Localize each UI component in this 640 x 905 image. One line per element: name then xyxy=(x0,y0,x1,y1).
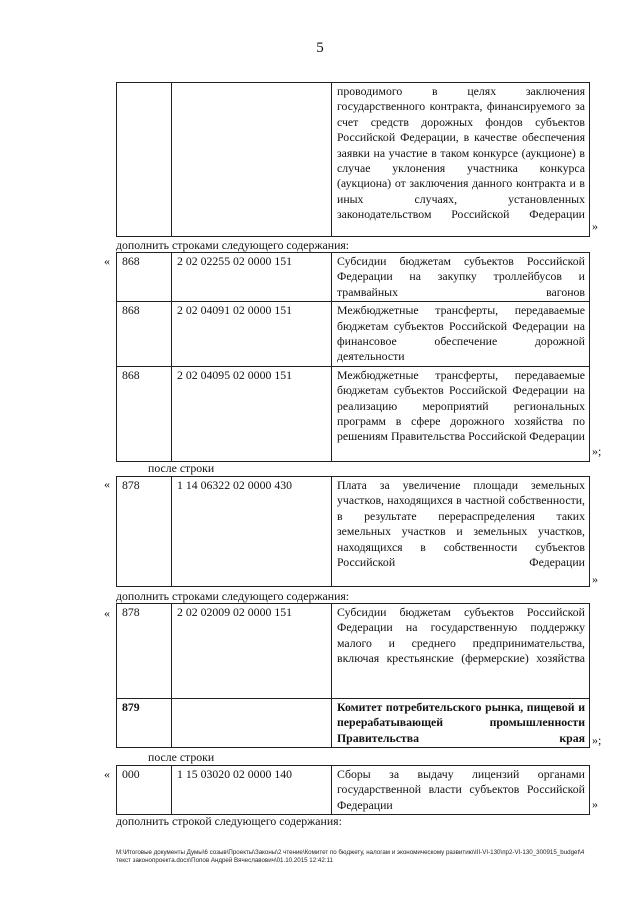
table-row xyxy=(117,477,590,587)
kbk-cell: 2 02 02255 02 0000 151 xyxy=(172,253,332,302)
opening-quote: « xyxy=(104,254,110,268)
closing-quote: » xyxy=(592,219,598,233)
kbk-cell xyxy=(172,83,332,237)
name-cell: Субсидии бюджетам субъектов Российской Федерации на государственную поддержку малого и среднего предпринимательства, включая крестьянские (фермерские) хозяйства xyxy=(332,604,590,699)
name-cell: проводимого в целях заключения государственного контракта, финансируемого за счет средств дорожных фондов субъектов Российской Федерации, в качестве обеспечения заявки на участие в таком конкурсе (аукционе) в случае уклонения участника конкурса (аукциона) от заключения данного контракта и в иных случаях, установленных законодательством Российской Федерации xyxy=(332,83,590,237)
code-cell: 868 xyxy=(117,366,172,461)
table-row-000 xyxy=(116,765,590,815)
code-cell: 878 xyxy=(117,477,172,587)
kbk-cell: 2 02 04091 02 0000 151 xyxy=(172,302,332,367)
table-continuation xyxy=(116,82,590,237)
page-number: 5 xyxy=(316,40,324,56)
code-cell: 868 xyxy=(117,302,172,367)
opening-quote: « xyxy=(104,606,110,620)
table-row xyxy=(117,302,590,367)
table-additions-868 xyxy=(116,252,590,462)
name-cell: Субсидии бюджетам субъектов Российской Федерации на закупку троллейбусов и трамвайных вагонов xyxy=(332,253,590,302)
closing-quote: »; xyxy=(592,733,602,747)
code-cell: 868 xyxy=(117,253,172,302)
name-cell: Межбюджетные трансферты, передаваемые бюджетам субъектов Российской Федерации на реализацию мероприятий региональных программ в сфере дорожного хозяйства по решениям Правительства Российской Федерации xyxy=(332,366,590,461)
code-cell xyxy=(117,83,172,237)
instruction-add-rows: дополнить строками следующего содержания: xyxy=(116,238,350,252)
table-row-878-land xyxy=(116,476,590,587)
instruction-add-rows: дополнить строками следующего содержания: xyxy=(116,589,350,603)
instruction-after-row: после строки xyxy=(148,750,215,764)
closing-quote: » xyxy=(592,572,598,586)
table-row xyxy=(117,699,590,748)
table-row xyxy=(117,766,590,815)
code-cell: 878 xyxy=(117,604,172,699)
code-cell: 000 xyxy=(117,766,172,815)
table-row xyxy=(117,604,590,699)
instruction-add-row: дополнить строкой следующего содержания: xyxy=(116,814,342,828)
opening-quote: « xyxy=(104,767,110,781)
kbk-cell xyxy=(172,699,332,748)
closing-quote: » xyxy=(592,797,598,811)
name-cell: Сборы за выдачу лицензий органами государственной власти субъектов Российской Федерации xyxy=(332,766,590,815)
kbk-cell: 1 15 03020 02 0000 140 xyxy=(172,766,332,815)
table-row xyxy=(117,83,590,237)
opening-quote: « xyxy=(104,477,110,491)
name-cell: Плата за увеличение площади земельных участков, находящихся в частной собственности, в результате перераспределения таких земельных участков и земельных участков, находящихся в собственности субъектов Российской Федерации xyxy=(332,477,590,587)
name-cell: Межбюджетные трансферты, передаваемые бюджетам субъектов Российской Федерации на финансовое обеспечение дорожной деятельности xyxy=(332,302,590,367)
kbk-cell: 2 02 02009 02 0000 151 xyxy=(172,604,332,699)
name-cell: Комитет потребительского рынка, пищевой и перерабатывающей промышленности Правительства края xyxy=(332,699,590,748)
instruction-after-row: после строки xyxy=(148,461,215,475)
table-row xyxy=(117,253,590,302)
kbk-cell: 2 02 04095 02 0000 151 xyxy=(172,366,332,461)
table-row xyxy=(117,366,590,461)
code-cell: 879 xyxy=(117,699,172,748)
kbk-cell: 1 14 06322 02 0000 430 xyxy=(172,477,332,587)
table-additions-878-879 xyxy=(116,603,590,748)
closing-quote: »; xyxy=(592,444,602,458)
file-path-footer: М:\Итоговые документы Думы\6 созыв\Проекты\Законы\2 чтение\Комитет по бюджету, налогам и экономическому развитию\III-VI-130\пр2-VI-130_300915_budget\4 текст законопроекта.docx\Попов Андрей Вячеславович\01.10.2015 12:42:11 xyxy=(116,849,585,864)
